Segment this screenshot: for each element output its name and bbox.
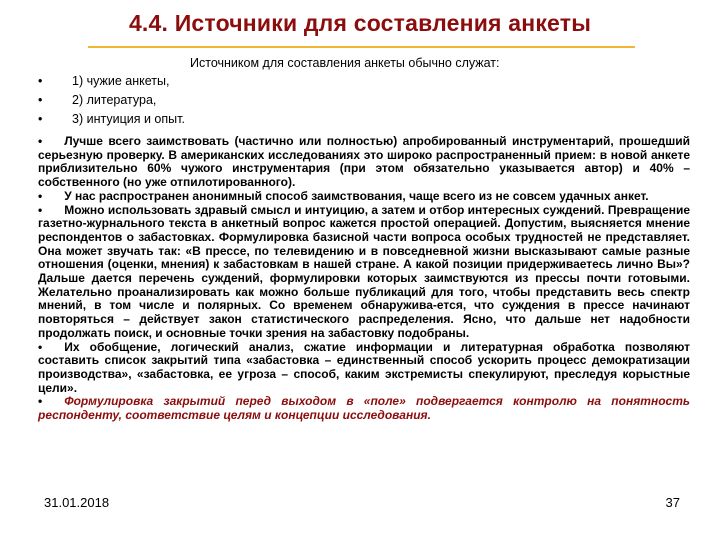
paragraph-text: Формулировка закрытий перед выходом в «поле» подвергается контролю на понятность респонденту, соответствие целям и концепции исследования. <box>38 394 690 423</box>
bullet-icon: • <box>38 394 43 409</box>
bullet-icon: • <box>38 339 43 354</box>
source-item-text: 1) чужие анкеты, <box>72 74 170 88</box>
paragraph <box>38 190 690 204</box>
list-item <box>38 74 185 93</box>
paragraph <box>38 135 690 190</box>
bullet-icon: • <box>38 74 43 88</box>
bullet-icon: • <box>38 112 43 126</box>
paragraph <box>38 341 690 396</box>
bullet-icon: • <box>38 134 43 148</box>
title-underline <box>88 46 635 48</box>
paragraph <box>38 204 690 341</box>
slide-body <box>38 135 690 423</box>
list-item <box>38 112 185 131</box>
paragraph-text: Их обобщение, логический анализ, сжатие информации и литературная обработка позволяют составить список закрытий типа «забастовка – единственный способ ускорить процесс демократизации производства», «забастовка, ее угроза – способ, каким экстремисты спекулируют, преследуя корыстные цели». <box>38 339 690 395</box>
bullet-icon: • <box>38 202 43 217</box>
slide-title: 4.4. Источники для составления анкеты <box>128 10 592 36</box>
list-item <box>38 93 185 112</box>
paragraph-text: Лучше всего заимствовать (частично или полностью) апробированный инструментарий, прошедший серьезную проверку. В американских исследованиях это широко распространенный прием: в новой анкете приблизительно 60% чужого инструментария (при этом обязательно указывается автор) и 40% – собственного (но уже отпилотированного). <box>38 134 690 190</box>
slide-date: 31.01.2018 <box>44 495 110 510</box>
sources-list <box>38 74 185 131</box>
sources-intro: Источником для составления анкеты обычно служат: <box>190 56 500 70</box>
page-number: 37 <box>665 495 680 510</box>
paragraph-emphasis <box>38 395 690 422</box>
source-item-text: 3) интуиция и опыт. <box>72 112 185 126</box>
paragraph-text: У нас распространен анонимный способ заимствования, чаще всего из не совсем удачных анкет. <box>64 188 649 203</box>
bullet-icon: • <box>38 188 43 203</box>
source-item-text: 2) литература, <box>72 93 157 107</box>
bullet-icon: • <box>38 93 43 107</box>
paragraph-text: Можно использовать здравый смысл и интуицию, а затем и отбор интересных суждений. Превращение газетно-журнального текста в анкетный вопрос кажется простой операцией. Допустим, выясняется мнение респондентов о забастовках. Формулировка базисной части вопроса особых трудностей не представляет. Она может звучать так: «В прессе, по телевидению и в повседневной жизни высказывают самые разные отношения (оценки, мнения) к забастовкам в нашей стране. А какой позиции придерживаетесь лично Вы»? Дальше дается перечень суждений, формулировки которых заимствуются из прессы почти готовыми. Желательно проанализировать как можно больше публикаций для того, чтобы представить весь спектр мнений, в том числе и полярных. Со временем обнаружива-ется, что суждения в прессе начинают повторяться – действует закон статистического распределения. Ясно, что дальше нет надобности продолжать поиск, и основные точки зрения на забастовку подобраны. <box>38 202 690 340</box>
